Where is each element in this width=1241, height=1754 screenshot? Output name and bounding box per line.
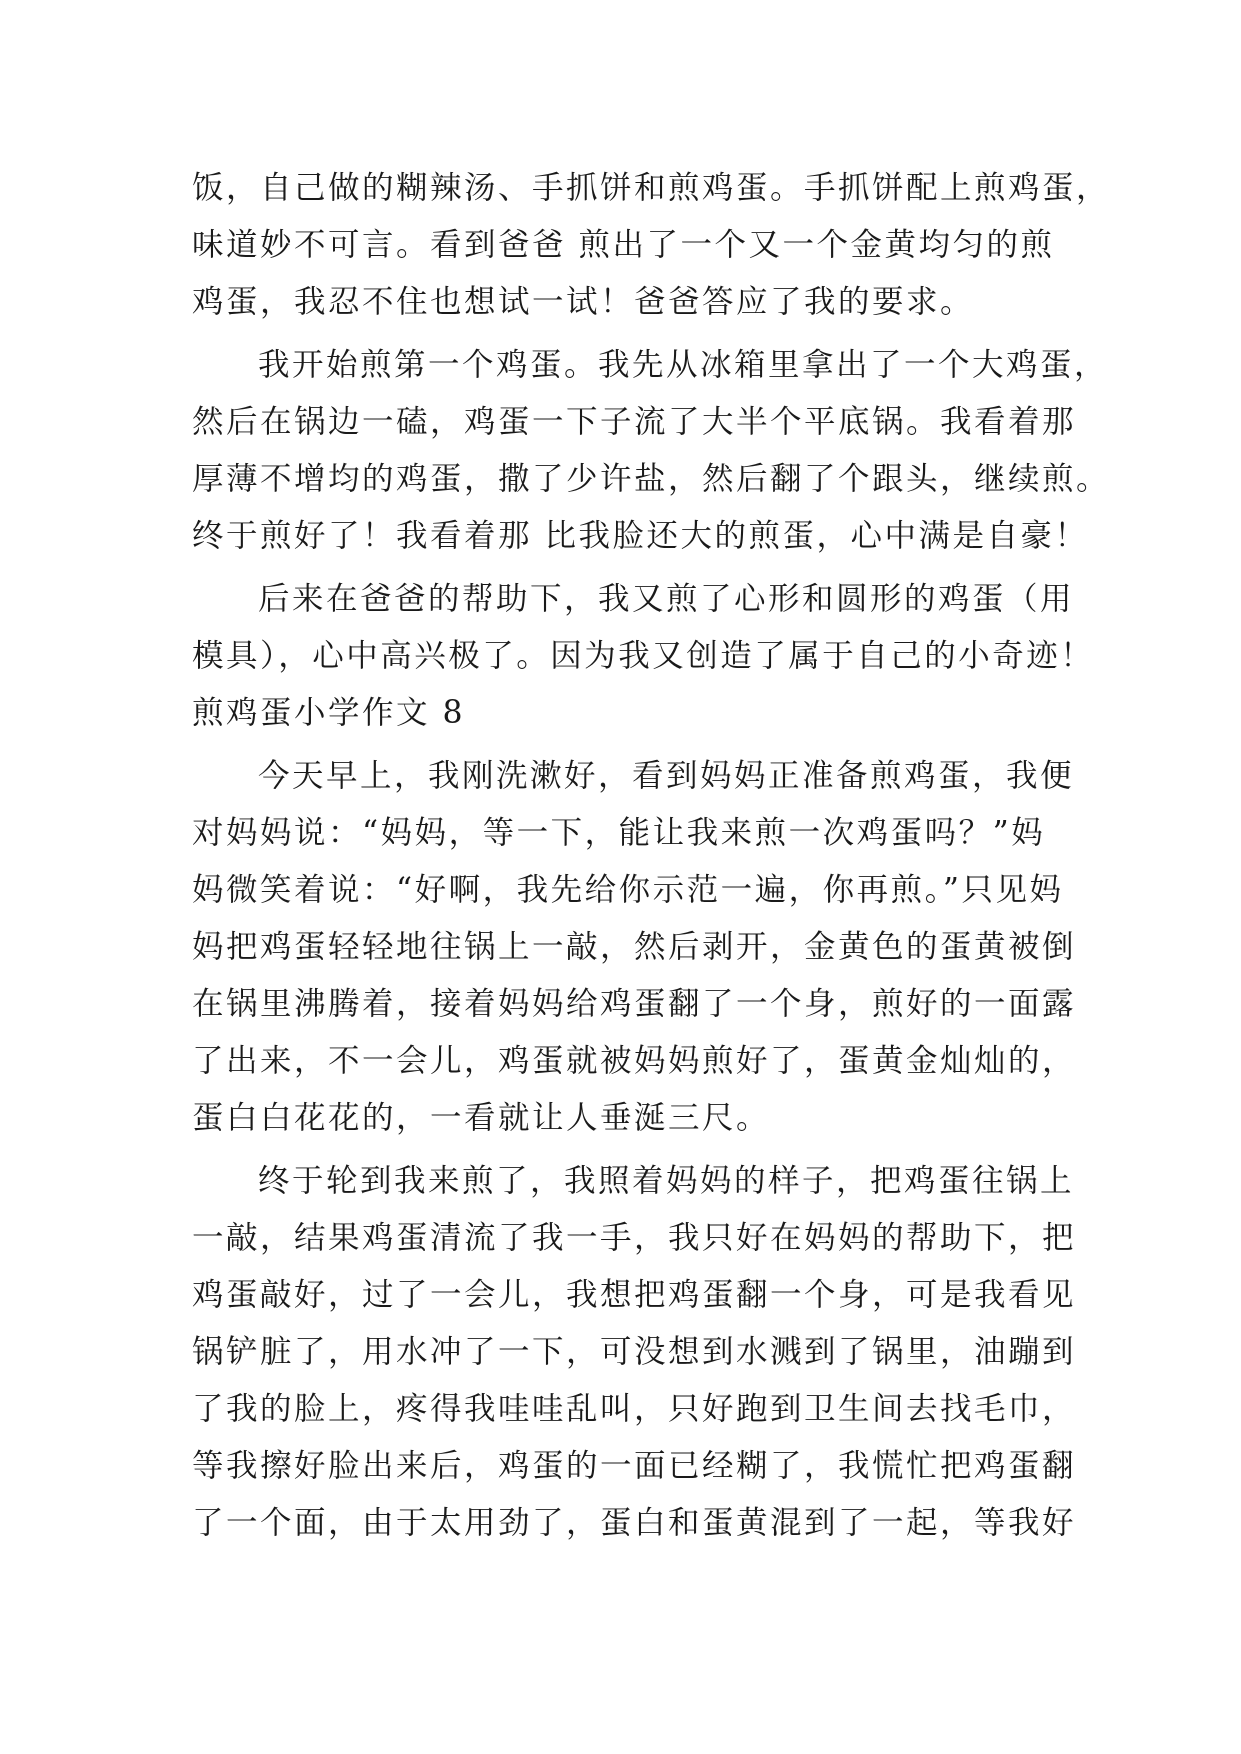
- text-line: 饭，自己做的糊辣汤、手抓饼和煎鸡蛋。手抓饼配上煎鸡蛋，: [192, 170, 1111, 206]
- text-line: 终于煎好了！我看着那 比我脸还大的煎蛋，心中满是自豪！: [192, 518, 1089, 554]
- text-line: 今天早上，我刚洗漱好，看到妈妈正准备煎鸡蛋，我便: [258, 758, 1075, 794]
- section-heading: 煎鸡蛋小学作文 8: [192, 695, 466, 731]
- essay-body: [192, 160, 1111, 1552]
- text-line: 了一个面，由于太用劲了，蛋白和蛋黄混到了一起，等我好: [192, 1505, 1077, 1541]
- paragraph: [192, 571, 1095, 685]
- text-line: 后来在爸爸的帮助下，我又煎了心形和圆形的鸡蛋（用: [258, 581, 1075, 617]
- text-line: 了出来，不一会儿，鸡蛋就被妈妈煎好了，蛋黄金灿灿的，: [192, 1043, 1077, 1079]
- text-line: 然后在锅边一磕，鸡蛋一下子流了大半个平底锅。我看着那: [192, 404, 1077, 440]
- text-line: 鸡蛋，我忍不住也想试一试！爸爸答应了我的要求。: [192, 284, 975, 320]
- text-line: 等我擦好脸出来后，鸡蛋的一面已经糊了，我慌忙把鸡蛋翻: [192, 1448, 1077, 1484]
- text-line: 锅铲脏了，用水冲了一下，可没想到水溅到了锅里，油蹦到: [192, 1334, 1077, 1370]
- paragraph: [192, 1153, 1077, 1552]
- text-line: 对妈妈说：“妈妈，等一下，能让我来煎一次鸡蛋吗？”妈: [192, 815, 1046, 851]
- paragraph: [192, 337, 1111, 565]
- text-line: 蛋白白花花的，一看就让人垂涎三尺。: [192, 1100, 771, 1136]
- text-line: 味道妙不可言。看到爸爸 煎出了一个又一个金黄均匀的煎: [192, 227, 1055, 263]
- text-line: 妈微笑着说：“好啊，我先给你示范一遍，你再煎。”只见妈: [192, 872, 1064, 908]
- text-line: 厚薄不增均的鸡蛋，撒了少许盐，然后翻了个跟头，继续煎。: [192, 461, 1111, 497]
- text-line: 一敲，结果鸡蛋清流了我一手，我只好在妈妈的帮助下，把: [192, 1220, 1077, 1256]
- text-line: 我开始煎第一个鸡蛋。我先从冰箱里拿出了一个大鸡蛋，: [258, 347, 1109, 383]
- text-line: 了我的脸上，疼得我哇哇乱叫，只好跑到卫生间去找毛巾，: [192, 1391, 1077, 1427]
- text-line: 模具），心中高兴极了。因为我又创造了属于自己的小奇迹！: [192, 638, 1095, 674]
- text-line: 鸡蛋敲好，过了一会儿，我想把鸡蛋翻一个身，可是我看见: [192, 1277, 1077, 1313]
- paragraph: [192, 160, 1111, 331]
- paragraph: [192, 748, 1077, 1147]
- text-line: 终于轮到我来煎了，我照着妈妈的样子，把鸡蛋往锅上: [258, 1163, 1075, 1199]
- text-line: 妈把鸡蛋轻轻地往锅上一敲，然后剥开，金黄色的蛋黄被倒: [192, 929, 1077, 965]
- text-line: 在锅里沸腾着，接着妈妈给鸡蛋翻了一个身，煎好的一面露: [192, 986, 1077, 1022]
